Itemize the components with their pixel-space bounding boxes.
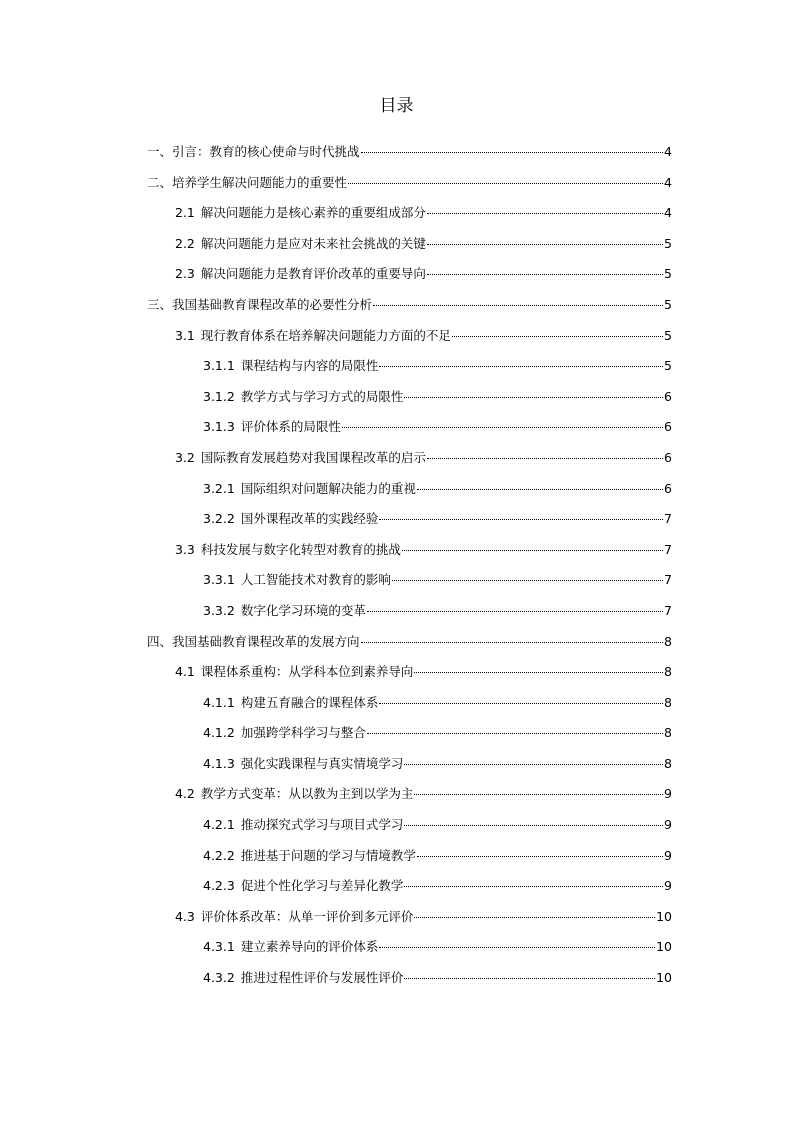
toc-entry-number: 3.1.1 <box>203 358 235 374</box>
toc-entry-number: 3.2.1 <box>203 480 235 496</box>
toc-entry-number: 3.2.2 <box>203 511 235 527</box>
toc-entry-title: 强化实践课程与真实情境学习 <box>240 755 404 771</box>
toc-entry[interactable] <box>147 601 672 632</box>
page-title: 目录 <box>379 96 414 116</box>
toc-entry-page-number: 6 <box>664 449 672 465</box>
toc-entry[interactable] <box>147 723 672 754</box>
toc-entry-page-number: 5 <box>664 235 672 251</box>
toc-entry-page-number: 4 <box>664 144 672 159</box>
toc-entry-title: 构建五育融合的课程体系 <box>240 694 379 710</box>
toc-entry-title: 我国基础教育课程改革的发展方向 <box>172 633 360 649</box>
toc-entry-title: 建立素养导向的评价体系 <box>240 939 379 955</box>
toc-entry[interactable] <box>147 662 672 693</box>
dot-leader <box>373 305 663 306</box>
toc-entry-number: 3.2 <box>175 449 195 465</box>
toc-entry[interactable] <box>147 632 672 663</box>
toc-entry-page-number: 5 <box>664 358 672 374</box>
toc-entry[interactable] <box>147 937 672 968</box>
toc-entry-page-number: 9 <box>664 817 672 833</box>
toc-entry-page-number: 8 <box>664 755 672 771</box>
dot-leader <box>414 794 663 795</box>
toc-entry-title: 加强跨学科学习与整合 <box>240 725 366 741</box>
toc-entry-page-number: 6 <box>664 388 672 404</box>
toc-entry-title: 数字化学习环境的变革 <box>240 602 366 618</box>
toc-entry[interactable] <box>147 815 672 846</box>
dot-leader <box>392 580 663 581</box>
toc-entry[interactable] <box>147 570 672 601</box>
dot-leader <box>427 244 663 245</box>
toc-entry[interactable] <box>147 754 672 785</box>
toc-entry-number: 4.1.1 <box>203 694 235 710</box>
dot-leader <box>414 672 663 673</box>
toc-entry[interactable] <box>147 387 672 418</box>
toc-entry-number: 3.3.2 <box>203 602 235 618</box>
toc-entry[interactable] <box>147 968 672 999</box>
toc-entry-number: 4.3.2 <box>203 970 235 986</box>
toc-entry-page-number: 6 <box>664 480 672 496</box>
dot-leader <box>417 856 663 857</box>
toc-entry-page-number: 8 <box>664 725 672 741</box>
toc-entry-page-number: 5 <box>664 296 672 312</box>
toc-entry-page-number: 9 <box>664 786 672 802</box>
dot-leader <box>379 366 663 367</box>
toc-entry[interactable] <box>147 417 672 448</box>
table-of-contents <box>147 142 672 999</box>
toc-entry-page-number: 6 <box>664 419 672 435</box>
toc-entry[interactable] <box>147 173 672 204</box>
toc-entry[interactable] <box>147 234 672 265</box>
toc-entry-page-number: 5 <box>664 266 672 282</box>
dot-leader <box>404 397 663 398</box>
toc-entry-title: 评价体系的局限性 <box>240 419 341 435</box>
dot-leader <box>367 733 663 734</box>
toc-entry-number: 4.2.3 <box>203 878 235 894</box>
toc-entry-number: 2.2 <box>175 235 195 251</box>
toc-entry-title: 课程体系重构：从学科本位到素养导向 <box>200 664 414 680</box>
toc-entry-number: 4.2.2 <box>203 847 235 863</box>
toc-entry-title: 国际组织对问题解决能力的重视 <box>240 480 416 496</box>
toc-entry-page-number: 8 <box>664 633 672 649</box>
toc-entry-title: 评价体系改革：从单一评价到多元评价 <box>200 908 414 924</box>
dot-leader <box>404 825 663 826</box>
dot-leader <box>379 519 663 520</box>
dot-leader <box>427 274 663 275</box>
dot-leader <box>361 152 664 153</box>
toc-entry[interactable] <box>147 295 672 326</box>
toc-entry-page-number: 7 <box>664 572 672 588</box>
toc-entry-title: 推进过程性评价与发展性评价 <box>240 970 404 986</box>
toc-entry-number: 2.1 <box>175 205 195 221</box>
toc-entry-number: 3.3 <box>175 541 195 557</box>
toc-entry-number: 4.1.2 <box>203 725 235 741</box>
toc-entry-page-number: 8 <box>664 694 672 710</box>
dot-leader <box>348 183 663 184</box>
toc-entry-number: 3.1.3 <box>203 419 235 435</box>
toc-entry-title: 推进基于问题的学习与情境教学 <box>240 847 416 863</box>
toc-entry-title: 我国基础教育课程改革的必要性分析 <box>172 296 373 312</box>
toc-entry-number: 2.3 <box>175 266 195 282</box>
toc-entry[interactable] <box>147 846 672 877</box>
toc-entry-number: 4.1.3 <box>203 755 235 771</box>
toc-entry[interactable] <box>147 540 672 571</box>
toc-entry-page-number: 7 <box>664 602 672 618</box>
toc-entry-title: 教学方式与学习方式的局限性 <box>240 388 404 404</box>
toc-entry-title: 解决问题能力是核心素养的重要组成部分 <box>200 205 426 221</box>
toc-entry-page-number: 9 <box>664 878 672 894</box>
dot-leader <box>379 947 655 948</box>
toc-entry-number: 4.2.1 <box>203 817 235 833</box>
dot-leader <box>452 336 663 337</box>
dot-leader <box>417 489 663 490</box>
toc-entry-title: 现行教育体系在培养解决问题能力方面的不足 <box>200 327 451 343</box>
dot-leader <box>402 550 663 551</box>
dot-leader <box>404 886 663 887</box>
toc-entry-number: 四、 <box>147 633 173 649</box>
toc-entry-number: 二、 <box>147 174 173 190</box>
toc-entry-title: 解决问题能力是应对未来社会挑战的关键 <box>200 235 426 251</box>
toc-entry-page-number: 4 <box>664 205 672 221</box>
toc-entry-number: 4.3.1 <box>203 939 235 955</box>
toc-entry[interactable] <box>147 326 672 357</box>
toc-entry-page-number: 7 <box>664 541 672 557</box>
toc-entry-title: 国际教育发展趋势对我国课程改革的启示 <box>200 449 426 465</box>
toc-entry[interactable] <box>147 479 672 510</box>
toc-entry-title: 促进个性化学习与差异化教学 <box>240 878 404 894</box>
toc-entry[interactable] <box>147 509 672 540</box>
toc-entry-page-number: 5 <box>664 327 672 343</box>
toc-entry-title: 培养学生解决问题能力的重要性 <box>172 174 348 190</box>
toc-entry-number: 3.1.2 <box>203 388 235 404</box>
toc-entry-number: 3.1 <box>175 327 195 343</box>
dot-leader <box>427 458 663 459</box>
dot-leader <box>361 642 664 643</box>
dot-leader <box>427 213 663 214</box>
toc-entry[interactable] <box>147 356 672 387</box>
toc-entry-number: 三、 <box>147 296 173 312</box>
toc-entry[interactable] <box>147 448 672 479</box>
toc-entry-title: 科技发展与数字化转型对教育的挑战 <box>200 541 401 557</box>
toc-entry-number: 3.3.1 <box>203 572 235 588</box>
dot-leader <box>404 978 655 979</box>
toc-entry-page-number: 4 <box>664 174 672 190</box>
toc-entry-title: 解决问题能力是教育评价改革的重要导向 <box>200 266 426 282</box>
toc-entry-number: 4.2 <box>175 786 195 802</box>
toc-entry-page-number: 10 <box>656 970 672 986</box>
dot-leader <box>367 611 663 612</box>
toc-entry-number: 4.3 <box>175 908 195 924</box>
toc-entry-page-number: 9 <box>664 847 672 863</box>
toc-entry[interactable] <box>147 693 672 724</box>
toc-entry-page-number: 8 <box>664 664 672 680</box>
toc-entry-title: 推动探究式学习与项目式学习 <box>240 817 404 833</box>
toc-entry-title: 课程结构与内容的局限性 <box>240 358 379 374</box>
toc-entry-title: 教学方式变革：从以教为主到以学为主 <box>200 786 414 802</box>
toc-entry-title: 人工智能技术对教育的影响 <box>240 572 391 588</box>
dot-leader <box>342 427 663 428</box>
toc-entry-title: 引言：教育的核心使命与时代挑战 <box>172 144 360 159</box>
toc-entry[interactable] <box>147 907 672 938</box>
toc-entry[interactable] <box>147 876 672 907</box>
dot-leader <box>414 917 655 918</box>
dot-leader <box>379 703 663 704</box>
dot-leader <box>404 764 663 765</box>
toc-entry-number: 4.1 <box>175 664 195 680</box>
toc-entry[interactable] <box>147 264 672 295</box>
toc-entry-title: 国外课程改革的实践经验 <box>240 511 379 527</box>
toc-entry[interactable] <box>147 784 672 815</box>
toc-entry-page-number: 10 <box>656 908 672 924</box>
toc-entry[interactable] <box>147 142 672 173</box>
toc-entry-number: 一、 <box>147 144 173 159</box>
toc-entry-page-number: 10 <box>656 939 672 955</box>
toc-entry-page-number: 7 <box>664 511 672 527</box>
toc-entry[interactable] <box>147 203 672 234</box>
